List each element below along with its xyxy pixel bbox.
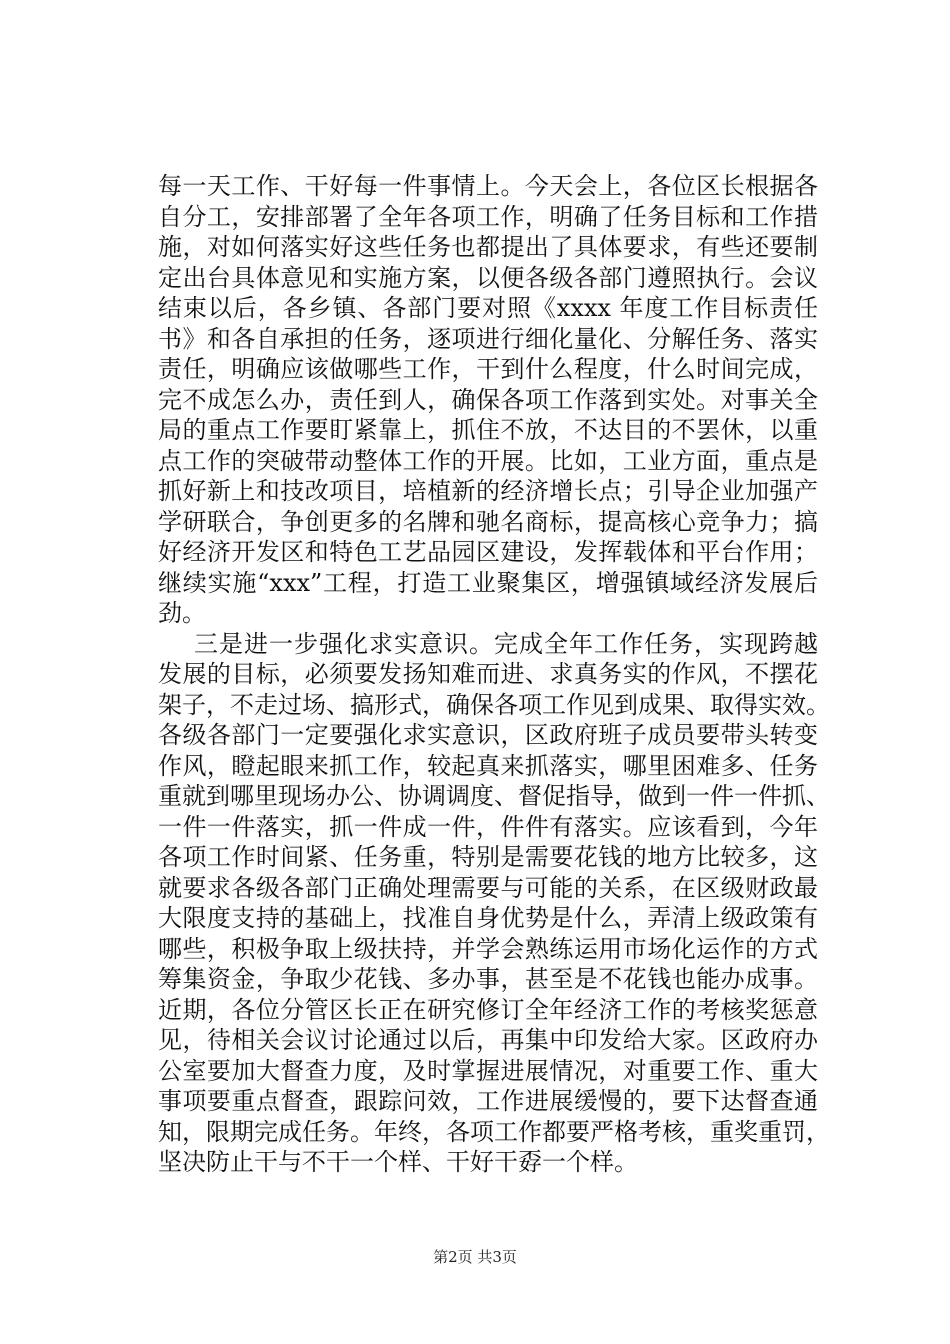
text-line: 点工作的突破带动整体工作的开展。比如，工业方面，重点是	[158, 446, 818, 475]
text-line: 学研联合，争创更多的名牌和驰名商标，提高核心竞争力；搞	[158, 507, 818, 536]
text-line: 施，对如何落实好这些任务也都提出了具体要求，有些还要制	[158, 233, 818, 261]
text-line: 近期，各位分管区长正在研究修订全年经济工作的考核奖惩意	[158, 995, 818, 1024]
text-line: 各项工作时间紧、任务重，特别是需要花钱的地方比较多，这	[158, 843, 818, 871]
text-line: 公室要加大督查力度，及时掌握进展情况，对重要工作、重大	[158, 1056, 818, 1085]
page-number-footer: 第2页 共3页	[433, 1248, 517, 1266]
text-line: 就要求各级各部门正确处理需要与可能的关系，在区级财政最	[158, 873, 818, 902]
body-text	[158, 171, 830, 1178]
text-line: 架子，不走过场、搞形式，确保各项工作见到成果、取得实效。	[158, 690, 830, 719]
text-line: 书》和各自承担的任务，逐项进行细化量化、分解任务、落实	[158, 324, 818, 353]
text-line: 自分工，安排部署了全年各项工作，明确了任务目标和工作措	[158, 202, 818, 231]
text-line: 作风，瞪起眼来抓工作，较起真来抓落实，哪里困难多、任务	[158, 751, 818, 780]
text-line: 局的重点工作要盯紧靠上，抓住不放，不达目的不罢休，以重	[158, 416, 818, 444]
text-line: 发展的目标，必须要发扬知难而进、求真务实的作风，不摆花	[158, 660, 818, 688]
text-line: 每一天工作、干好每一件事情上。今天会上，各位区长根据各	[158, 172, 818, 200]
text-line: 重就到哪里现场办公、协调调度、督促指导，做到一件一件抓、	[158, 782, 830, 810]
text-line: 见，待相关会议讨论通过以后，再集中印发给大家。区政府办	[158, 1026, 818, 1054]
text-line: 结束以后，各乡镇、各部门要对照《xxxx 年度工作目标责任	[158, 294, 818, 322]
text-line: 责任，明确应该做哪些工作，干到什么程度，什么时间完成，	[158, 355, 818, 383]
text-line: 坚决防止干与不干一个样、干好干孬一个样。	[158, 1148, 638, 1176]
paragraph-first-line: 三是进一步强化求实意识。完成全年工作任务，实现跨越	[194, 629, 818, 658]
text-line: 大限度支持的基础上，找准自身优势是什么，弄清上级政策有	[158, 904, 818, 932]
text-line: 一件一件落实，抓一件成一件，件件有落实。应该看到，今年	[158, 812, 818, 841]
text-line: 继续实施“xxx”工程，打造工业聚集区，增强镇域经济发展后	[158, 568, 818, 597]
text-line: 抓好新上和技改项目，培植新的经济增长点；引导企业加强产	[158, 477, 818, 505]
text-line: 事项要重点督查，跟踪问效，工作进展缓慢的，要下达督查通	[158, 1087, 818, 1115]
text-line: 完不成怎么办，责任到人，确保各项工作落到实处。对事关全	[158, 385, 818, 414]
text-line: 筹集资金，争取少花钱、多办事，甚至是不花钱也能办成事。	[158, 965, 818, 993]
text-line: 知，限期完成任务。年终，各项工作都要严格考核，重奖重罚，	[158, 1117, 830, 1146]
text-line: 劲。	[158, 599, 206, 627]
text-line: 各级各部门一定要强化求实意识，区政府班子成员要带头转变	[158, 721, 818, 749]
text-line: 好经济开发区和特色工艺品园区建设，发挥载体和平台作用；	[158, 538, 818, 566]
text-line: 定出台具体意见和实施方案，以便各级各部门遵照执行。会议	[158, 263, 818, 292]
text-line: 哪些，积极争取上级扶持，并学会熟练运用市场化运作的方式	[158, 934, 818, 963]
